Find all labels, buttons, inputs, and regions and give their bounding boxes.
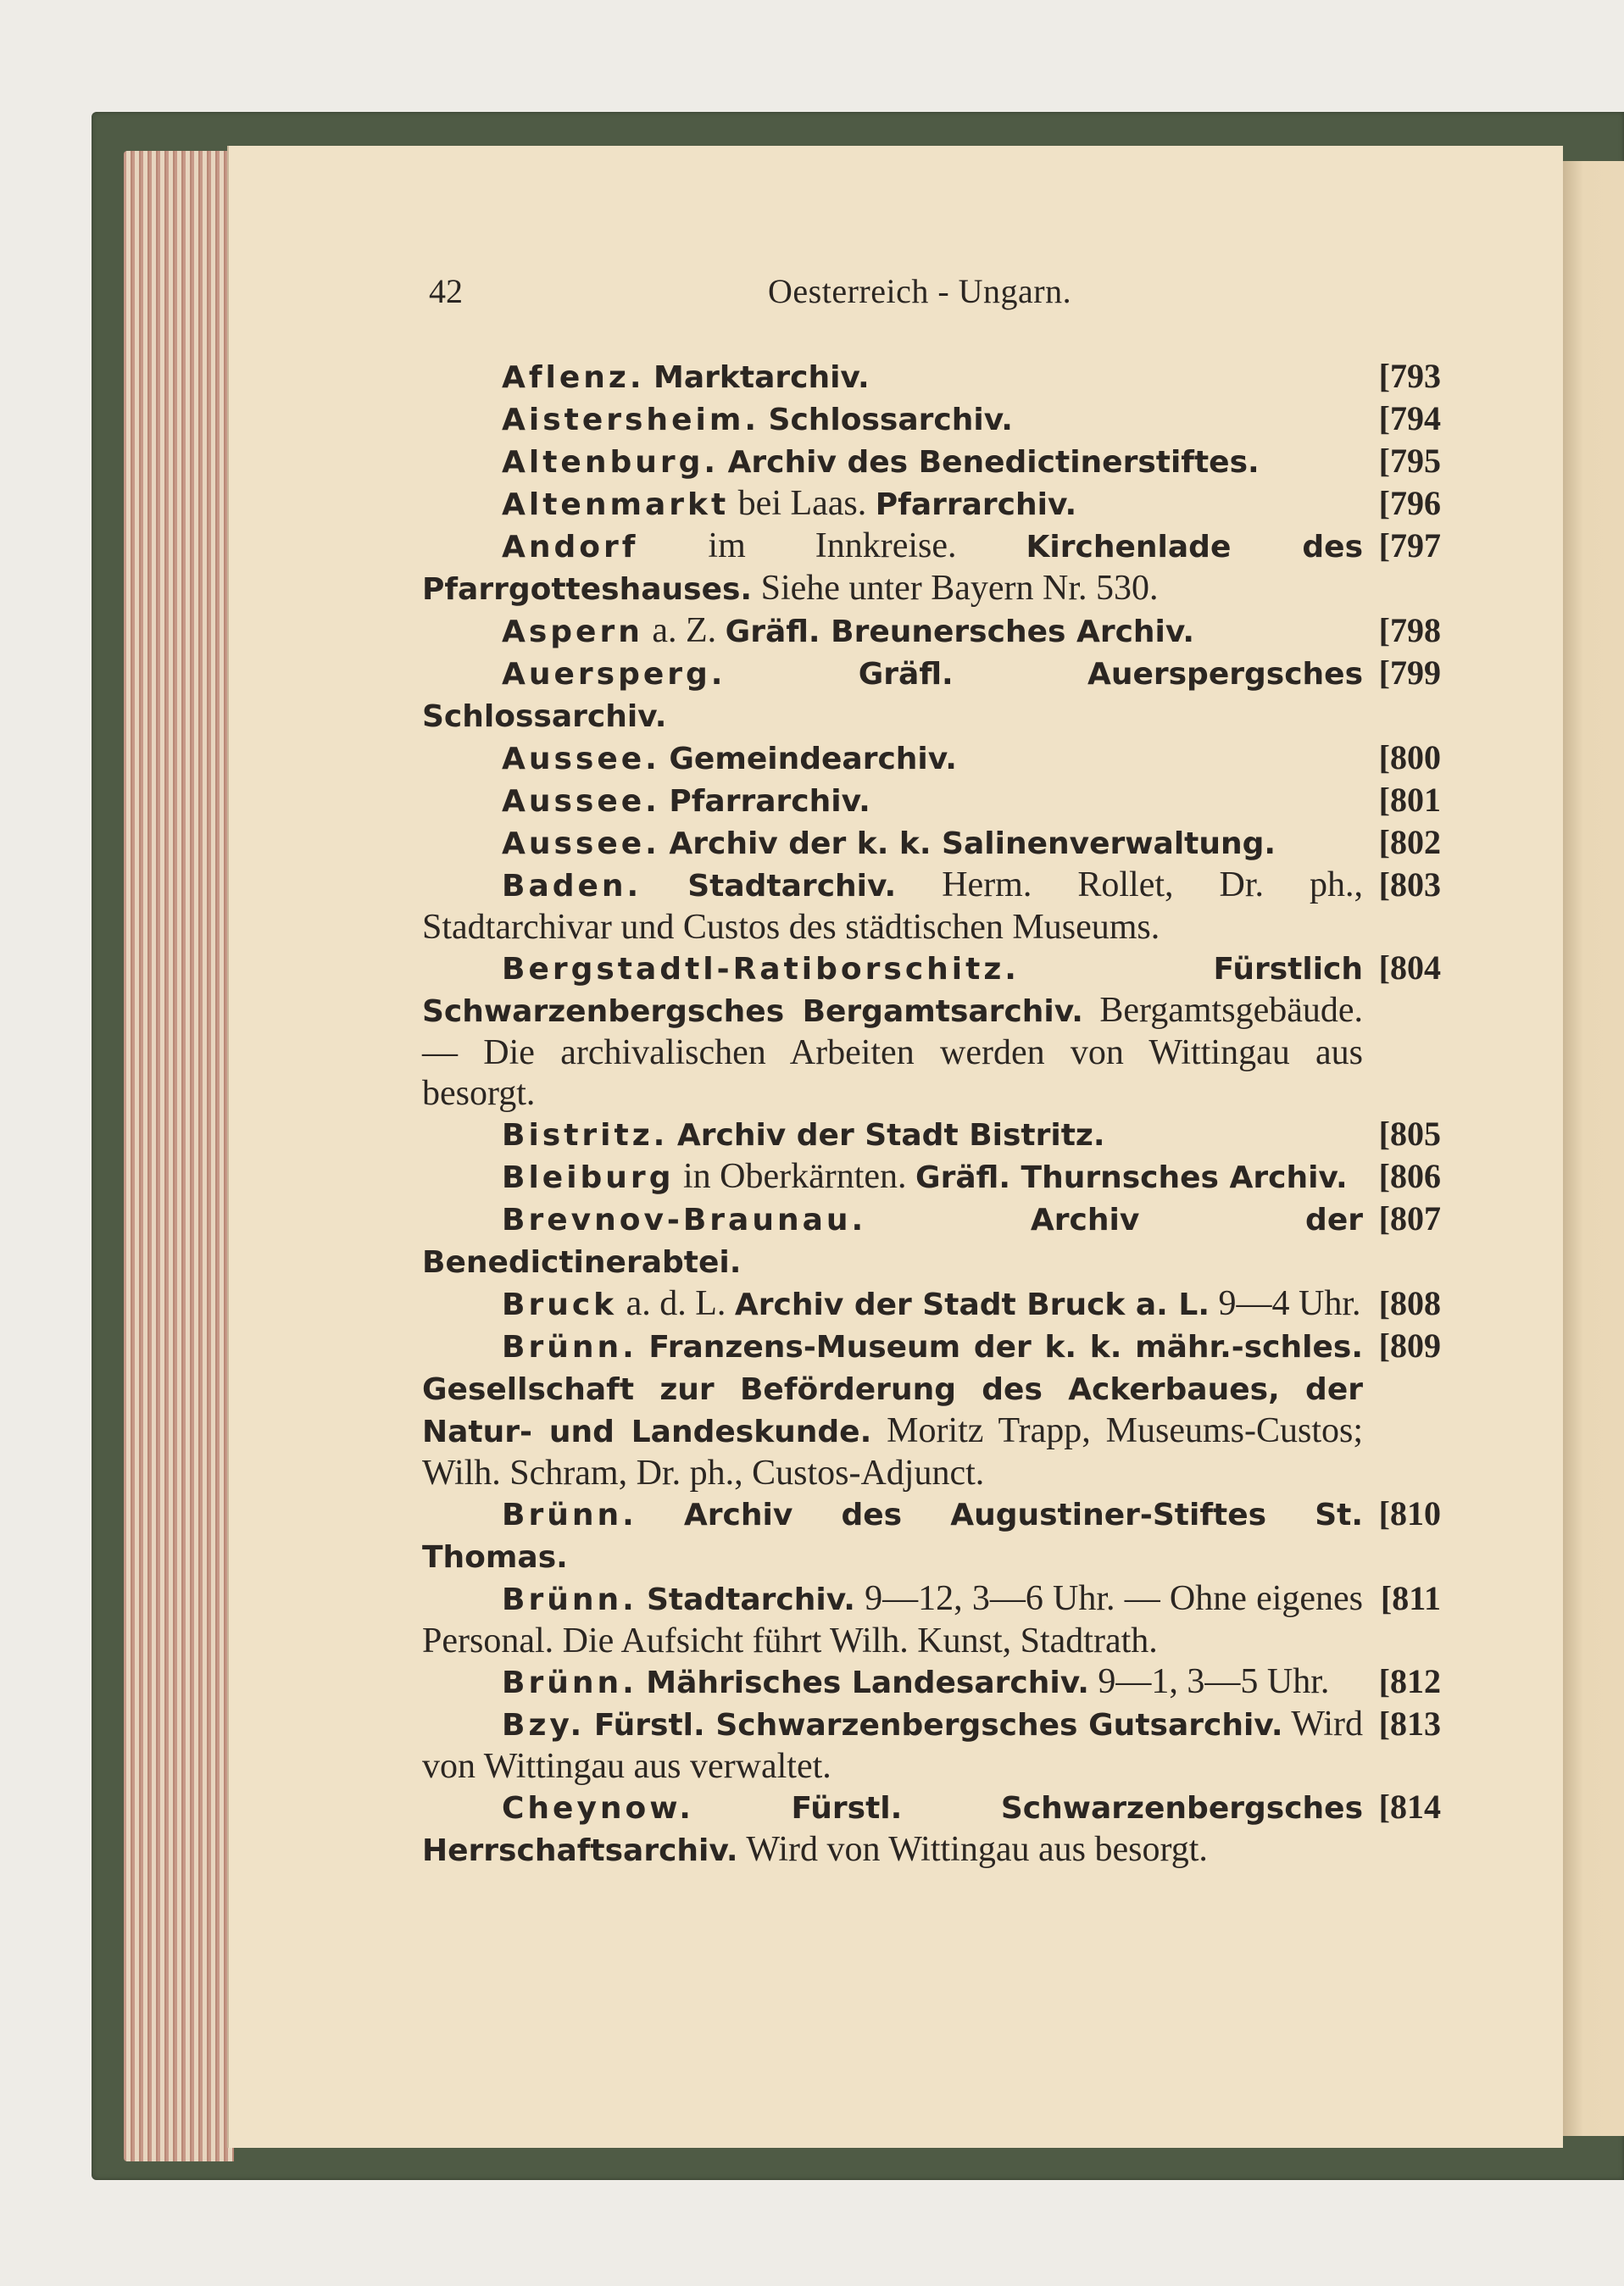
- place-qualifier: bei Laas.: [737, 484, 867, 523]
- running-title: Oesterreich - Ungarn.: [768, 272, 1072, 310]
- entry-text: [422, 398, 1363, 441]
- entry-text: [422, 1661, 1363, 1704]
- archive-entry: [422, 610, 1441, 653]
- archive-name: Fürstl. Schwarzenbergsches Herrschaftsarchiv.: [422, 1791, 1364, 1868]
- entry-number: [807: [1378, 1199, 1441, 1238]
- entry-details: Herm. Rollet, Dr. ph., Stadtarchivar und Custos des städtischen Museums.: [422, 865, 1363, 947]
- page-edges: [124, 151, 234, 2161]
- entry-number: [797: [1378, 526, 1441, 565]
- place-name: Brünn.: [502, 1498, 637, 1532]
- entry-number: [811: [1380, 1579, 1441, 1617]
- place-name: Altenmarkt: [502, 487, 730, 522]
- place-name: Aussee.: [502, 742, 660, 776]
- place-qualifier: im Innkreise.: [708, 526, 957, 565]
- archive-name: Gräfl. Breunersches Archiv.: [725, 615, 1195, 649]
- entry-text: [422, 1114, 1363, 1156]
- archive-entry: [422, 1156, 1441, 1199]
- place-name: Andorf: [502, 530, 639, 565]
- entry-text: [422, 780, 1363, 822]
- archive-name: Stadtarchiv.: [687, 869, 897, 904]
- entry-text: [422, 1199, 1363, 1283]
- entry-text: [422, 948, 1363, 1114]
- place-qualifier: a. Z.: [652, 611, 717, 650]
- place-name: Bruck: [502, 1288, 618, 1322]
- entry-text: [422, 1156, 1363, 1199]
- archive-entry: [422, 865, 1441, 948]
- archive-list: [422, 356, 1441, 1872]
- archive-name: Gräfl. Auerspergsches Schlossarchiv.: [422, 657, 1364, 734]
- entry-text: [422, 822, 1363, 865]
- entry-details: 9—12, 3—6 Uhr. — Ohne eigenes Personal. Die Aufsicht führt Wilh. Kunst, Stadtrath.: [422, 1579, 1364, 1660]
- place-name: Altenburg.: [502, 445, 720, 480]
- entry-text: [422, 356, 1363, 398]
- place-name: Brünn.: [502, 1330, 637, 1365]
- entry-number: [806: [1378, 1157, 1441, 1195]
- entry-text: [422, 737, 1363, 780]
- entry-number: [814: [1378, 1788, 1441, 1826]
- running-head: [0, 271, 1624, 322]
- place-name: Aspern: [502, 615, 643, 649]
- archive-name: Archiv der Stadt Bruck a. L.: [734, 1288, 1210, 1322]
- entry-details: Wird von Wittingau aus verwaltet.: [422, 1705, 1363, 1786]
- archive-name: Archiv der Benedictinerabtei.: [422, 1203, 1363, 1280]
- archive-name: Archiv des Augustiner-Stiftes St. Thomas.: [422, 1498, 1364, 1575]
- entry-number: [796: [1378, 484, 1441, 522]
- place-name: Aussee.: [502, 826, 660, 861]
- place-name: Bzy.: [502, 1708, 586, 1743]
- entry-text: [422, 653, 1363, 737]
- entry-number: [798: [1378, 611, 1441, 649]
- entry-number: [794: [1378, 399, 1441, 437]
- archive-entry: [422, 948, 1441, 1114]
- place-name: Brünn.: [502, 1582, 637, 1617]
- entry-details: Siehe unter Bayern Nr. 530.: [760, 569, 1159, 608]
- place-name: Aflenz.: [502, 360, 645, 395]
- archive-name: Gemeindearchiv.: [669, 742, 957, 776]
- entry-number: [800: [1378, 738, 1441, 776]
- entry-details: Bergamtsgebäude. — Die archivalischen Arbeiten werden von Wittingau aus besorgt.: [422, 991, 1363, 1113]
- archive-entry: [422, 822, 1441, 865]
- archive-entry: [422, 1199, 1441, 1283]
- place-name: Aistersheim.: [502, 403, 760, 437]
- entry-details: Moritz Trapp, Museums-Custos; Wilh. Schram, Dr. ph., Custos-Adjunct.: [422, 1411, 1364, 1493]
- archive-entry: [422, 1493, 1441, 1578]
- entry-text: [422, 865, 1363, 948]
- entry-number: [795: [1378, 442, 1441, 480]
- entry-number: [810: [1378, 1494, 1441, 1532]
- archive-entry: [422, 483, 1441, 526]
- entry-text: [422, 1704, 1363, 1787]
- entry-text: [422, 483, 1363, 526]
- entry-number: [804: [1378, 948, 1441, 987]
- archive-entry: [422, 441, 1441, 483]
- archive-name: Pfarrarchiv.: [669, 784, 870, 819]
- archive-entry: [422, 653, 1441, 737]
- archive-entry: [422, 1114, 1441, 1156]
- archive-name: Gräfl. Thurnsches Archiv.: [915, 1160, 1348, 1195]
- archive-name: Archiv der k. k. Salinenverwaltung.: [669, 826, 1276, 861]
- place-name: Cheynow.: [502, 1791, 694, 1826]
- entry-text: [422, 1787, 1363, 1872]
- entry-number: [812: [1378, 1662, 1441, 1700]
- place-qualifier: in Oberkärnten.: [682, 1157, 907, 1196]
- place-qualifier: a. d. L.: [626, 1284, 726, 1323]
- entry-text: [422, 610, 1363, 653]
- archive-name: Pfarrarchiv.: [875, 487, 1077, 522]
- archive-entry: [422, 1578, 1441, 1661]
- place-name: Bleiburg: [502, 1160, 675, 1195]
- archive-entry: [422, 398, 1441, 441]
- entry-text: [422, 1326, 1363, 1493]
- archive-entry: [422, 356, 1441, 398]
- entry-number: [803: [1378, 865, 1441, 904]
- archive-name: Mährisches Landesarchiv.: [646, 1666, 1089, 1700]
- place-name: Aussee.: [502, 784, 660, 819]
- entry-details: Wird von Wittingau aus besorgt.: [746, 1830, 1208, 1869]
- archive-name: Stadtarchiv.: [646, 1582, 855, 1617]
- archive-entry: [422, 737, 1441, 780]
- place-name: Brevnov-Braunau.: [502, 1203, 867, 1238]
- entry-text: [422, 1578, 1363, 1661]
- entry-number: [802: [1378, 823, 1441, 861]
- entry-text: [422, 1283, 1363, 1326]
- archive-name: Schlossarchiv.: [768, 403, 1013, 437]
- entry-number: [799: [1378, 654, 1441, 692]
- archive-name: Franzens-Museum der k. k. mähr.-schles. Gesellschaft zur Beförderung des Ackerbaues, der Natur- und Landeskunde.: [422, 1330, 1364, 1449]
- entry-text: [422, 526, 1363, 610]
- archive-entry: [422, 780, 1441, 822]
- place-name: Bergstadtl-Ratiborschitz.: [502, 952, 1020, 987]
- entry-text: [422, 441, 1363, 483]
- archive-entry: [422, 526, 1441, 610]
- entry-number: [805: [1378, 1115, 1441, 1153]
- entry-details: 9—1, 3—5 Uhr.: [1098, 1662, 1330, 1701]
- archive-name: Fürstlich Schwarzenbergsches Bergamtsarchiv.: [422, 952, 1363, 1029]
- entry-text: [422, 1493, 1363, 1578]
- entry-number: [809: [1378, 1327, 1441, 1365]
- entry-details: 9—4 Uhr.: [1218, 1284, 1361, 1323]
- facing-page-edge: [1561, 161, 1624, 2136]
- entry-number: [801: [1378, 781, 1441, 819]
- archive-entry: [422, 1283, 1441, 1326]
- archive-entry: [422, 1787, 1441, 1872]
- place-name: Auersperg.: [502, 657, 726, 692]
- entry-number: [813: [1378, 1705, 1441, 1743]
- place-name: Baden.: [502, 869, 642, 904]
- place-name: Bistritz.: [502, 1118, 669, 1153]
- entry-number: [793: [1378, 357, 1441, 395]
- archive-entry: [422, 1661, 1441, 1704]
- page-number: 42: [429, 272, 463, 310]
- archive-name: Fürstl. Schwarzenbergsches Gutsarchiv.: [593, 1708, 1283, 1743]
- archive-entry: [422, 1704, 1441, 1787]
- archive-name: Marktarchiv.: [653, 360, 870, 395]
- archive-name: Kirchenlade des Pfarrgotteshauses.: [422, 530, 1363, 607]
- entry-number: [808: [1378, 1284, 1441, 1322]
- archive-entry: [422, 1326, 1441, 1493]
- archive-name: Archiv des Benedictinerstiftes.: [727, 445, 1260, 480]
- place-name: Brünn.: [502, 1666, 637, 1700]
- archive-name: Archiv der Stadt Bistritz.: [676, 1118, 1105, 1153]
